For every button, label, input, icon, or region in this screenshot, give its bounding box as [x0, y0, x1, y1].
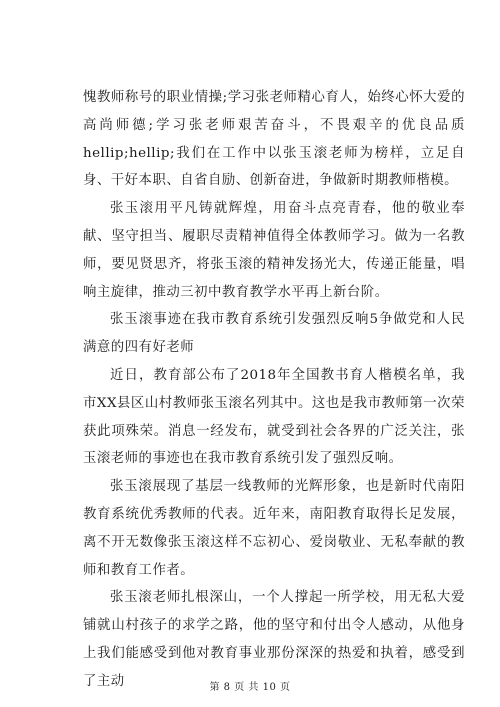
paragraph-2: 张玉滚用平凡铸就辉煌，用奋斗点亮青春，他的敬业奉献、坚守担当、履职尽责精神值得全体教师学习。做为一名教师，要见贤思齐，将张玉滚的精神发扬光大，传递正能量，唱响主旋律，推动三初中教育教学水平再上新台阶。: [83, 201, 465, 300]
paragraph-6: 张玉滚老师扎根深山，一个人撑起一所学校，用无私大爱铺就山村孩子的求学之路，他的坚守和付出令人感动，从他身上我们能感受到他对教育事业那份深深的热爱和执着，感受到了主动: [83, 590, 465, 689]
page-number-footer: 第 8 页 共 10 页: [209, 682, 291, 693]
paragraph-1: 愧教师称号的职业情操;学习张老师精心育人，始终心怀大爱的高尚师德;学习张老师艰苦奋斗，不畏艰辛的优良品质hellip;hellip;我们在工作中以张玉滚老师为榜样，立足自身、干好本职、自省自励、创新奋进，争做新时期教师楷模。: [83, 90, 465, 189]
paragraph-5: 张玉滚展现了基层一线教师的光辉形象，也是新时代南阳教育系统优秀教师的代表。近年来，南阳教育取得长足发展，离不开无数像张玉滚这样不忘初心、爱岗敬业、无私奉献的教师和教育工作者。: [83, 479, 465, 578]
paragraph-3-heading: 张玉滚事迹在我市教育系统引发强烈反响5争做党和人民满意的四有好老师: [83, 312, 465, 356]
document-body: [83, 84, 465, 696]
paragraph-4: 近日，教育部公布了2018年全国教书育人楷模名单，我市XX县区山村教师张玉滚名列其中。这也是我市教师第一次荣获此项殊荣。消息一经发布，就受到社会各界的广泛关注，张玉滚老师的事迹也在我市教育系统引发了强烈反响。: [83, 367, 465, 467]
